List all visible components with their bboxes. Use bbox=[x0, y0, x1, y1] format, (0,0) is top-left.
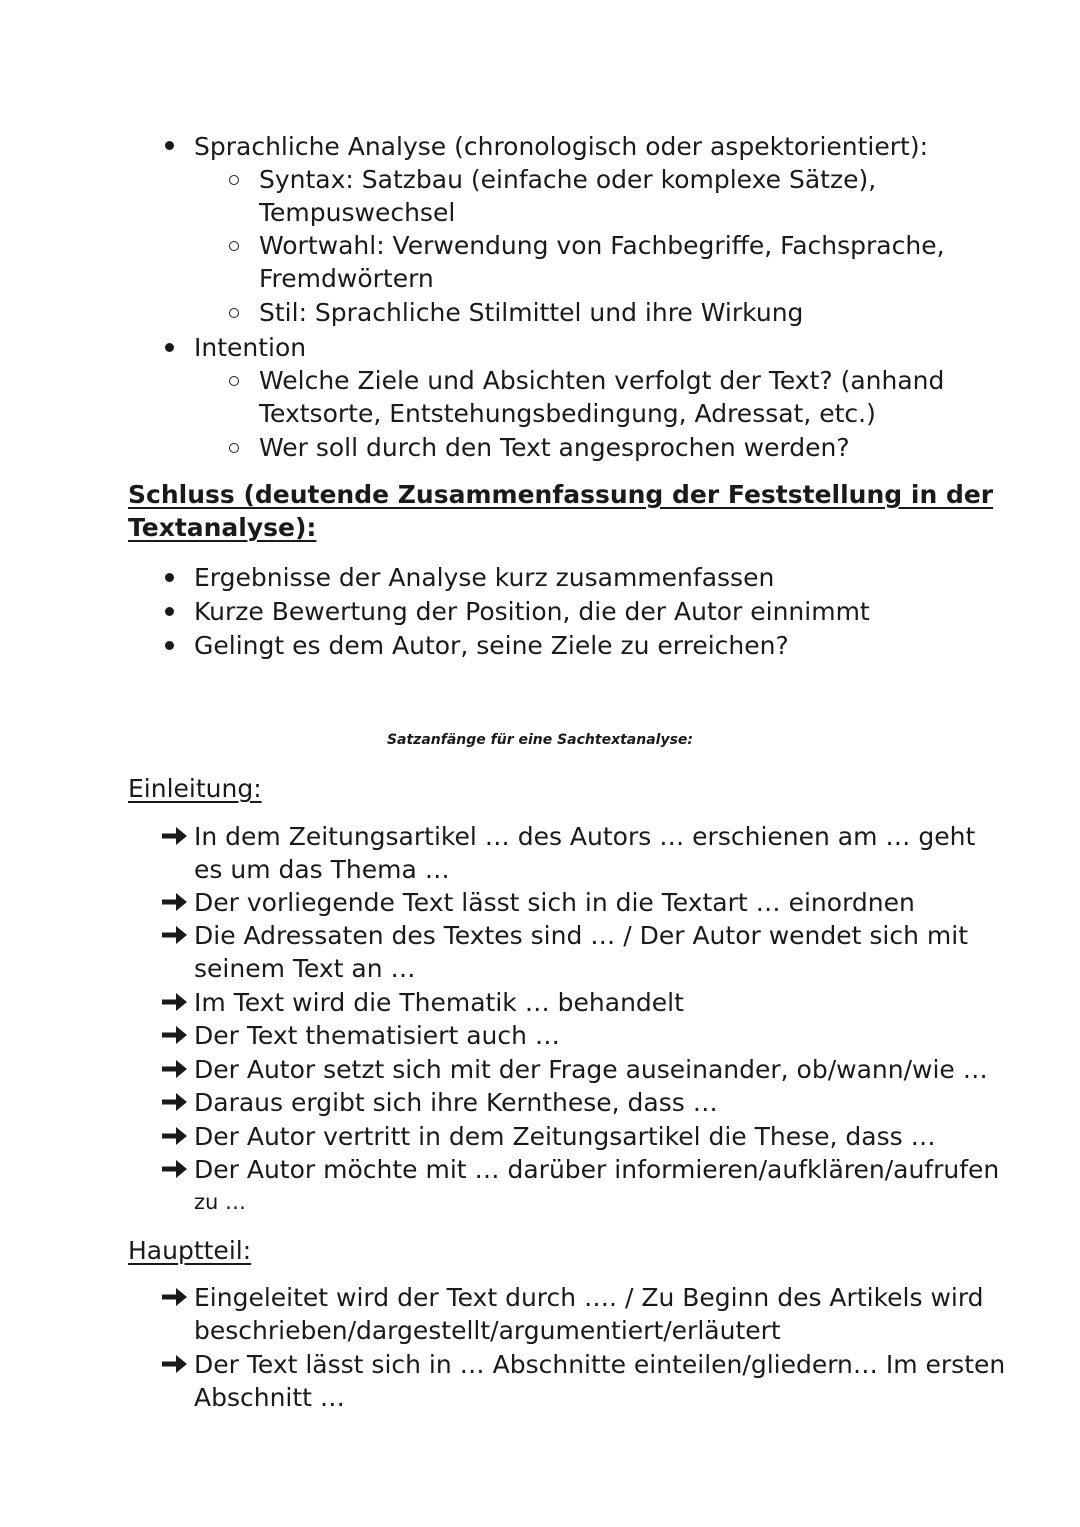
einleitung-label: Einleitung: bbox=[128, 774, 262, 803]
arrow-right-icon bbox=[161, 1124, 188, 1148]
arrow-right-icon bbox=[161, 1090, 188, 1114]
sub-item-stil: Stil: Sprachliche Stilmittel und ihre Wirkung bbox=[259, 298, 804, 327]
sub-item-syntax-line2: Tempuswechsel bbox=[259, 198, 456, 227]
bullet-dot bbox=[165, 343, 174, 352]
arrow-right-icon bbox=[161, 1352, 188, 1376]
sub-bullet-circle bbox=[229, 443, 239, 453]
arrow-right-icon bbox=[161, 890, 188, 914]
schluss-heading-line2: Textanalyse): bbox=[128, 513, 317, 542]
sub-item-syntax-line1: Syntax: Satzbau (einfache oder komplexe Sätze), bbox=[259, 165, 877, 194]
hauptteil-label: Hauptteil: bbox=[128, 1236, 252, 1265]
hauptteil-item-line2: Abschnitt … bbox=[194, 1383, 345, 1412]
einleitung-item-line2: seinem Text an … bbox=[194, 954, 416, 983]
schluss-item: Gelingt es dem Autor, seine Ziele zu erreichen? bbox=[194, 631, 789, 660]
einleitung-item-line2: zu … bbox=[194, 1190, 247, 1214]
bullet-intention: Intention bbox=[194, 333, 307, 362]
hauptteil-item-line1: Der Text lässt sich in … Abschnitte einteilen/gliedern… Im ersten bbox=[194, 1350, 1006, 1379]
einleitung-item-line2: es um das Thema … bbox=[194, 855, 450, 884]
einleitung-item-line1: In dem Zeitungsartikel … des Autors … erschienen am … geht bbox=[194, 822, 976, 851]
sub-bullet-circle bbox=[229, 241, 239, 251]
bullet-dot bbox=[165, 573, 174, 582]
schluss-item: Ergebnisse der Analyse kurz zusammenfassen bbox=[194, 563, 775, 592]
arrow-right-icon bbox=[161, 923, 188, 947]
einleitung-item: Der Autor setzt sich mit der Frage auseinander, ob/wann/wie … bbox=[194, 1055, 988, 1084]
bullet-sprachliche-analyse: Sprachliche Analyse (chronologisch oder aspektorientiert): bbox=[194, 132, 928, 161]
arrow-right-icon bbox=[161, 1023, 188, 1047]
einleitung-item: Der vorliegende Text lässt sich in die Textart … einordnen bbox=[194, 888, 915, 917]
sub-bullet-circle bbox=[229, 175, 239, 185]
einleitung-item: Daraus ergibt sich ihre Kernthese, dass … bbox=[194, 1088, 718, 1117]
sub-item-wortwahl-line1: Wortwahl: Verwendung von Fachbegriffe, Fachsprache, bbox=[259, 231, 945, 260]
satzanfaenge-title: Satzanfänge für eine Sachtextanalyse: bbox=[386, 732, 694, 748]
einleitung-item: Der Autor vertritt in dem Zeitungsartikel die These, dass … bbox=[194, 1122, 936, 1151]
arrow-right-icon bbox=[161, 1057, 188, 1081]
sub-item-ziele-line1: Welche Ziele und Absichten verfolgt der Text? (anhand bbox=[259, 366, 945, 395]
einleitung-item: Der Text thematisiert auch … bbox=[194, 1021, 560, 1050]
schluss-heading-line1: Schluss (deutende Zusammenfassung der Feststellung in der bbox=[128, 480, 994, 509]
bullet-dot bbox=[165, 641, 174, 650]
schluss-item: Kurze Bewertung der Position, die der Autor einnimmt bbox=[194, 597, 870, 626]
hauptteil-item-line1: Eingeleitet wird der Text durch …. / Zu Beginn des Artikels wird bbox=[194, 1283, 984, 1312]
bullet-dot bbox=[165, 607, 174, 616]
sub-bullet-circle bbox=[229, 308, 239, 318]
hauptteil-item-line2: beschrieben/dargestellt/argumentiert/erläutert bbox=[194, 1316, 781, 1345]
arrow-right-icon bbox=[161, 824, 188, 848]
bullet-dot bbox=[165, 141, 174, 150]
einleitung-item-line1: Die Adressaten des Textes sind … / Der Autor wendet sich mit bbox=[194, 921, 968, 950]
sub-item-wer: Wer soll durch den Text angesprochen werden? bbox=[259, 433, 850, 462]
einleitung-item: Im Text wird die Thematik … behandelt bbox=[194, 988, 684, 1017]
arrow-right-icon bbox=[161, 1157, 188, 1181]
arrow-right-icon bbox=[161, 1285, 188, 1309]
einleitung-item-line1: Der Autor möchte mit … darüber informieren/aufklären/aufrufen bbox=[194, 1155, 1000, 1184]
sub-item-ziele-line2: Textsorte, Entstehungsbedingung, Adressat, etc.) bbox=[259, 399, 876, 428]
sub-item-wortwahl-line2: Fremdwörtern bbox=[259, 264, 434, 293]
arrow-right-icon bbox=[161, 990, 188, 1014]
sub-bullet-circle bbox=[229, 376, 239, 386]
